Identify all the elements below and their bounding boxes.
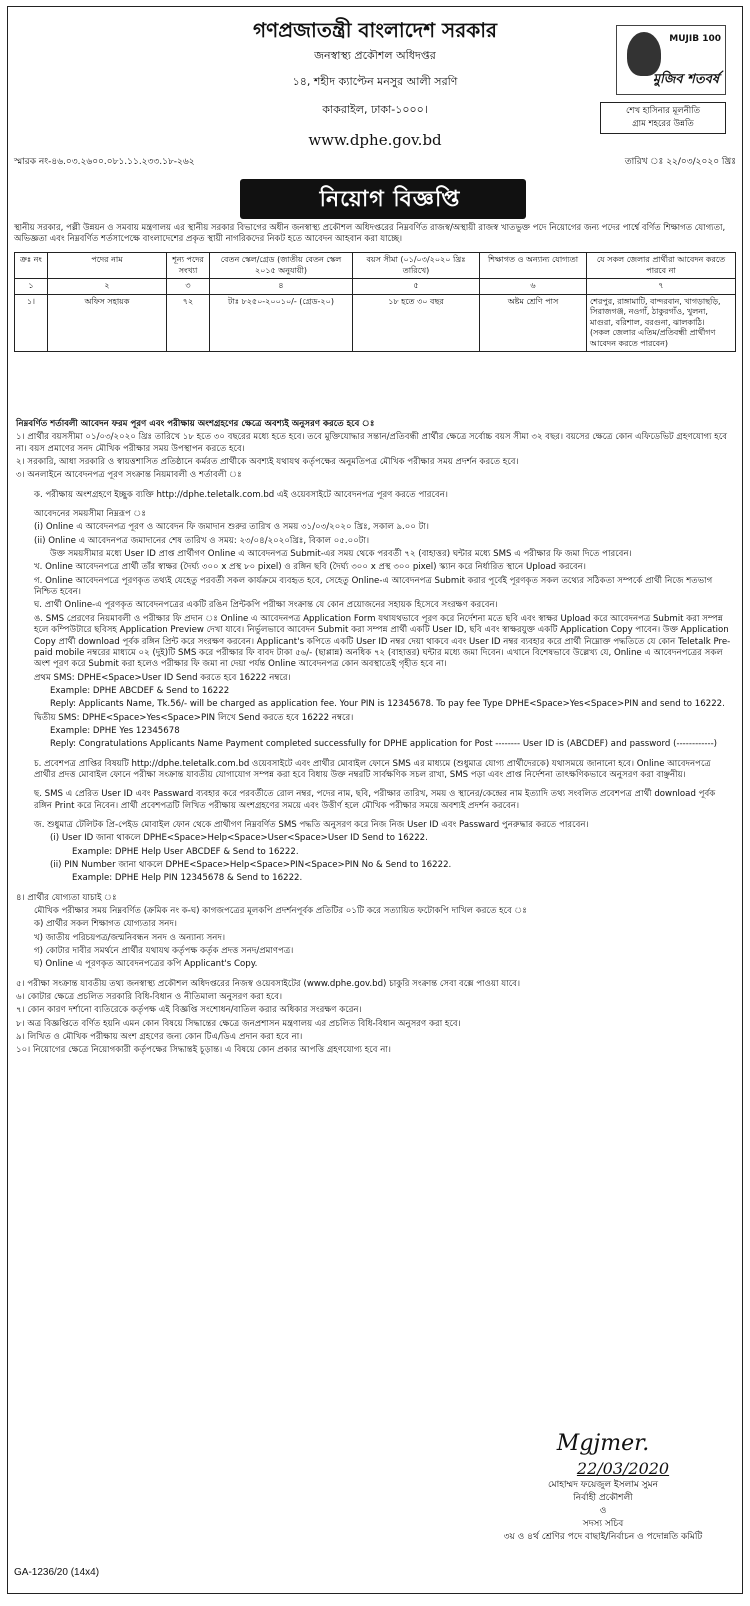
motto-line-1: শেখ হাসিনার মূলনীতি <box>625 106 701 116</box>
row-districts: শেরপুর, রাঙ্গামাটি, বান্দরবান, খাগড়াছড়ি, সিরাজগঞ্জ, নওগাঁ, ঠাকুরগাঁও, খুলনা, মাগুরা, বরিশাল, বরগুনা, ঝালকাঠি। <box>590 296 721 327</box>
document-ga: গ) কোটার দাবীর সমর্থনে প্রার্থীর যথাযথ কর্তৃপক্ষ কর্তৃক প্রদত্ত সনদ/প্রমাণপত্র। <box>34 946 294 957</box>
condition-3-chha: ছ. SMS এ প্রেরিত User ID এবং Passward ব্যবহার করে পরবর্তীতে রোল নম্বর, পদের নাম, ছবি, পরীক্ষার তারিখ, সময় ও স্থানের/কেন্দ্রের নাম ইত্যাদি তথ্য সংবলিত প্রবেশপত্র প্রার্থী download পূর্বক রঙ্গিন Print করে নিবেন। প্রার্থী প্রবেশপত্রটি লিখিত পরীক্ষায় অংশগ্রহণের সময়ে এবং উত্তীর্ণ হলে মৌখিক পরীক্ষার সময়ে অবশ্যই প্রদর্শন করবেন। <box>34 789 716 811</box>
logo-text: মুজিব শতবর্ষ <box>652 71 719 87</box>
conditions-heading: নিম্নবর্ণিত শর্তাবলী আবেদন ফরম পূরণ এবং পরীক্ষায় অংশগ্রহণের ক্ষেত্রে অবশ্যই অনুসরণ করতে হবে ঃ <box>16 419 375 429</box>
row-scale: টাঃ ৮২৫০-২০০১০/- (গ্রেড-২০) <box>210 294 353 352</box>
signature-block <box>478 1429 728 1544</box>
memo-line <box>14 157 736 169</box>
vacancy-table <box>14 252 736 352</box>
signatory-designation: নির্বাহী প্রকৌশলী <box>573 1493 633 1504</box>
signatory-committee: ৩য় ও ৪র্থ শ্রেণির পদে বাছাই/নির্বাচন ও পদোন্নতি কমিটি <box>503 1532 703 1543</box>
table-header: বয়স সীমা (০১/০৩/২০২০ খ্রিঃ তারিখে) <box>353 253 480 279</box>
table-number-row <box>15 279 736 295</box>
schedule-start: (i) Online এ আবেদনপত্র পূরণ ও আবেদন ফি জমাদান শুরুর তারিখ ও সময় ৩১/০৩/২০২০ খ্রিঃ, সকাল ৯.০০ টা। <box>34 522 429 533</box>
portrait-icon <box>627 32 661 76</box>
notice-title: নিয়োগ বিজ্ঞপ্তি <box>319 187 461 212</box>
table-cell: ৭ <box>587 279 736 295</box>
sms-1-reply: Reply: Applicants Name, Tk.56/- will be charged as application fee. Your PIN is 12345678. To pay fee Type DPHE<Space>Yes<Space>PIN and send to 16222. <box>50 699 725 710</box>
table-cell: ৩ <box>167 279 210 295</box>
document-ka: ক) প্রার্থীর সকল শিক্ষাগত যোগ্যতার সনদ। <box>34 919 177 930</box>
recovery-user-id-example: Example: DPHE Help User ABCDEF & Send to 16222. <box>72 846 299 857</box>
condition-3-gha: ঘ. প্রার্থী Online-এ পূরণকৃত আবেদনপত্রের একটি রঙিন প্রিন্টকপি পরীক্ষা সংক্রান্ত যে কোন প্রয়োজনের সহায়ক হিসেবে সংরক্ষণ করবেন। <box>34 600 498 611</box>
sms-1-example: Example: DPHE ABCDEF & Send to 16222 <box>50 685 230 696</box>
row-post: অফিস সহায়ক <box>48 294 167 352</box>
motto-box <box>600 102 726 134</box>
row-qualification: অষ্টম শ্রেণি পাস <box>480 294 587 352</box>
document-kha: খ) জাতীয় পরিচয়পত্র/জন্মনিবন্ধন সনদ ও অন্যান্য সনদ। <box>34 932 226 943</box>
condition-10: ১০। নিয়োগের ক্ষেত্রে নিয়োগকারী কর্তৃপক্ষের সিদ্ধান্তই চূড়ান্ত। এ বিষয়ে কোন প্রকার আপত্তি গ্রহণযোগ্য হবে না। <box>16 1045 391 1056</box>
motto-line-2: গ্রাম শহরের উন্নতি <box>632 118 694 129</box>
condition-1: ১। প্রার্থীর বয়সসীমা ০১/০৩/২০২০ খ্রিঃ তারিখে ১৮ হতে ৩০ বছরের মধ্যে হতে হবে। তবে মুক্তিযোদ্ধার সন্তান/প্রতিবন্ধী প্রার্থীর ক্ষেত্রে সর্বোচ্চ বয়স সীমা ৩২ বছর। বয়সের ক্ষেত্রে কোন এফিডেভিট গ্রহণযোগ্য হবে না। বয়স প্রমাণের সনদ মৌখিক পরীক্ষার সময় উপস্থাপন করতে হবে। <box>16 432 728 454</box>
schedule-heading: আবেদনের সময়সীমা নিম্নরূপ ঃ <box>34 509 146 520</box>
address-line-2: কাকরাইল, ঢাকা-১০০০। <box>322 103 428 116</box>
table-cell: ৪ <box>210 279 353 295</box>
signatory-name: মোহাম্মদ ফয়েজুল ইসলাম সুমন <box>547 1480 659 1491</box>
ad-code: GA-1236/20 (14x4) <box>14 1566 100 1578</box>
table-header: ক্রঃ নং <box>15 253 48 279</box>
table-row <box>15 294 736 352</box>
signature-scribble: Mgjmer. <box>556 1431 650 1456</box>
table-cell: ৬ <box>480 279 587 295</box>
condition-3-cha: চ. প্রবেশপত্র প্রাপ্তির বিষয়টি http://dphe.teletalk.com.bd ওয়েবসাইটে এবং প্রার্থীর মোবাইল ফোনে SMS এর মাধ্যমে (শুধুমাত্র যোগ্য প্রার্থীদেরকে) যথাসময়ে জানানো হবে। Online আবেদনপত্রে প্রার্থীর প্রদত্ত মোবাইল ফোনে পরীক্ষা সংক্রান্ত যাবতীয় যোগাযোগ সম্পন্ন করা হবে বিধায় উক্ত নম্বরটি সার্বক্ষণিক সচল রাখা, SMS পড়া এবং প্রাপ্ত নির্দেশনা তাৎক্ষণিকভাবে অনুসরণ করা বাঞ্ছনীয়। <box>34 758 711 780</box>
schedule-end: (ii) Online এ আবেদনপত্র জমাদানের শেষ তারিখ ও সময়: ২৩/০৪/২০২০খ্রিঃ, বিকাল ০৫.০০টা। <box>34 535 370 546</box>
schedule-note: উক্ত সময়সীমার মধ্যে User ID প্রাপ্ত প্রার্থীগণ Online এ আবেদনপত্র Submit-এর সময় থেকে পরবর্তী ৭২ (বাহাত্তর) ঘন্টার মধ্যে SMS এ পরীক্ষার ফি জমা দিতে পারবেন। <box>50 549 632 560</box>
memo-reference: স্মারক নং-৪৬.০৩.২৬০০.০৮১.১১.২৩৩.১৮-২৬২ <box>14 157 195 167</box>
condition-6: ৬। কোটার ক্ষেত্রে প্রচলিত সরকারি বিধি-বিধান ও নীতিমালা অনুসরণ করা হবে। <box>16 992 283 1003</box>
table-header: শূন্য পদের সংখ্যা <box>167 253 210 279</box>
table-cell: ৫ <box>353 279 480 295</box>
row-vacancy: ৭২ <box>167 294 210 352</box>
condition-4: ৪। প্রার্থীর যোগ্যতা যাচাই ঃ <box>16 892 117 903</box>
signatory-and: ও <box>599 1506 607 1517</box>
recovery-pin: (ii) PIN Number জানা থাকলে DPHE<Space>Help<Space>PIN<Space>PIN No & Send to 16222. <box>50 860 452 870</box>
recovery-pin-example: Example: DPHE Help PIN 12345678 & Send to 16222. <box>72 873 303 884</box>
condition-3-ka: ক. পরীক্ষায় অংশগ্রহণে ইচ্ছুক ব্যক্তি http://dphe.teletalk.com.bd এই ওয়েবসাইটে আবেদনপত্র পূরণ করতে পারবেন। <box>34 489 448 500</box>
sms-2-example: Example: DPHE Yes 12345678 <box>50 725 180 736</box>
condition-5: ৫। পরীক্ষা সংক্রান্ত যাবতীয় তথ্য জনস্বাস্থ্য প্রকৌশল অধিদপ্তরের নিজস্ব ওয়েবসাইটের (www.dphe.gov.bd) চাকুরি সংক্রান্ত সেবা বক্সে পাওয়া যাবে। <box>16 978 521 989</box>
row-districts-cell <box>587 294 736 352</box>
condition-9: ৯। লিখিত ও মৌখিক পরীক্ষায় অংশ গ্রহণের জন্য কোন টিএ/ডিএ প্রদান করা হবে না। <box>16 1032 303 1043</box>
table-cell: ১ <box>15 279 48 295</box>
table-header-row <box>15 253 736 279</box>
document-gha: ঘ) Online এ পূরণকৃত আবেদনপত্রের কপি Applicant's Copy. <box>34 959 258 970</box>
mujib-100-logo <box>616 25 726 95</box>
intro-paragraph: স্থানীয় সরকার, পল্লী উন্নয়ন ও সমবায় মন্ত্রণালয় এর স্থানীয় সরকার বিভাগের অধীন জনস্বাস্থ্য প্রকৌশল অধিদপ্তরের নিম্নবর্ণিত রাজস্ব/অস্থায়ী রাজস্ব খাতভুক্ত পদে নিয়োগের জন্য পদের পার্শ্বে বর্ণিত শিক্ষাগত যোগ্যতা, অভিজ্ঞতা এবং নিম্নবর্ণিত শর্তসাপেক্ষে বাংলাদেশের প্রকৃত স্থায়ী নাগরিকদের নিকট হতে আবেদন আহবান করা যাচ্ছে। <box>14 223 726 245</box>
notice-page <box>7 6 743 1594</box>
table-header: বেতন স্কেল/গ্রেড (জাতীয় বেতন স্কেল ২০১৫ অনুযায়ী) <box>210 253 353 279</box>
logo-badge: MUJIB 100 <box>669 34 721 44</box>
row-serial: ১। <box>15 294 48 352</box>
condition-3: ৩। অনলাইনে আবেদনপত্র পূরণ সংক্রান্ত নিয়মাবলী ও শর্তাবলী ঃ <box>16 470 242 481</box>
notice-title-banner <box>240 179 526 219</box>
condition-3-kha: খ. Online আবেদনপত্রে প্রার্থী তাঁর স্বাক্ষর (দৈর্ঘ্য ৩০০ x প্রস্থ ৮০ pixel) ও রঙ্গিন ছবি (দৈর্ঘ্য ৩০০ x প্রস্থ ৩০০ pixel) স্ক্যান করে নির্ধারিত স্থানে Upload করবেন। <box>34 562 586 573</box>
conditions-section <box>16 419 734 1059</box>
condition-3-uma: ঙ. SMS প্রেরণের নিয়মাবলী ও পরীক্ষার ফি প্রদান ঃ Online এ আবেদনপত্র Application Form যথাযথভাবে পূরণ করে নির্দেশনা মতে ছবি এবং স্বাক্ষর Upload করে আবেদনপত্র Submit করা সম্পন্ন হলে কম্পিউটারে ছবিসহ Application Preview দেখা যাবে। নির্ভুলভাবে আবেদন Submit করা সম্পন্ন প্রার্থী একটি User ID, ছবি এবং স্বাক্ষরযুক্ত একটি Application Copy পাবেন। উক্ত Application Copy প্রার্থী download পূর্বক রঙ্গিন প্রিন্ট করে সংরক্ষণ করবেন। Applicant's কপিতে একটি User ID নম্বর দেয়া থাকবে এবং User ID নম্বর ব্যবহার করে প্রার্থী নিম্নোক্ত পদ্ধতিতে যে কোন Teletalk Pre-paid mobile নম্বরের মাধ্যমে ০২ (দুই)টি SMS করে পরীক্ষার ফি বাবদ টাকা ৫৬/- (ছাপ্পান্ন) অনধিক ৭২ (বাহাত্তর) ঘন্টার মধ্যে জমা দিবেন। এখানে বিশেষভাবে উল্লেখ্য যে, Online এ আবেদনপত্রের সকল অংশ পূরণ করে Submit করা হলেও পরীক্ষার ফি জমা না দেয়া পর্যন্ত Online আবেদনপত্র কোন অবস্থাতেই গৃহীত হবে না। <box>34 613 731 670</box>
condition-3-ja: জ. শুধুমাত্র টেলিটক প্রি-পেইড মোবাইল ফোন থেকে প্রার্থীগণ নিম্নবর্ণিত SMS পদ্ধতি অনুসরণ করে নিজ নিজ User ID এবং Passward পুনরুদ্ধার করতে পারবেন। <box>34 819 589 830</box>
condition-4-text: মৌখিক পরীক্ষার সময় নিম্নবর্ণিত (ক্রমিক নং ক-ঘ) কাগজপত্রের মূলকপি প্রদর্শনপূর্বক প্রতিটির ০১টি করে সত্যায়িত ফটোকপি দাখিল করতে হবে ঃ <box>34 906 527 917</box>
table-header: যে সকল জেলার প্রার্থীরা আবেদন করতে পারবে না <box>587 253 736 279</box>
sms-2: দ্বিতীয় SMS: DPHE<Space>Yes<Space>PIN লিখে Send করতে হবে 16222 নম্বরে। <box>34 712 354 723</box>
address-line-1: ১৪, শহীদ ক্যাপ্টেন মনসুর আলী সরণি <box>292 75 458 88</box>
government-title: গণপ্রজাতন্ত্রী বাংলাদেশ সরকার <box>253 18 497 42</box>
department-name: জনস্বাস্থ্য প্রকৌশল অধিদপ্তর <box>314 49 436 62</box>
header <box>8 7 742 155</box>
row-age: ১৮ হতে ৩০ বছর <box>353 294 480 352</box>
condition-3-ga: গ. Online আবেদনপত্রে পূরণকৃত তথ্যই যেহেতু পরবর্তী সকল কার্যক্রমে ব্যবহৃত হবে, সেহেতু Online-এ আবেদনপত্র Submit করার পূর্বেই পূরণকৃত সকল তথ্যের সঠিকতা সম্পর্কে প্রার্থী নিজে শতভাগ নিশ্চিত হবেন। <box>34 575 713 598</box>
sms-1: প্রথম SMS: DPHE<Space>User ID Send করতে হবে 16222 নম্বরে। <box>34 672 291 683</box>
sms-2-reply: Reply: Congratulations Applicants Name Payment completed successfully for DPHE application for Post -------- User ID is (ABCDEF) and password (------------) <box>50 739 718 750</box>
signature-date: 22/03/2020 <box>576 1459 670 1479</box>
condition-8: ৮। অত্র বিজ্ঞপ্তিতে বর্ণিত হয়নি এমন কোন বিষয়ে সিদ্ধান্তের ক্ষেত্রে জনপ্রশাসন মন্ত্রণালয় এর প্রচলিত বিধি-বিধান অনুসরণ করা হবে। <box>16 1018 461 1029</box>
signatory-role: সদস্য সচিব <box>582 1519 624 1530</box>
row-districts-note: (সকল জেলার এতিম/প্রতিবন্ধী প্রার্থীগণ আবেদন করতে পারবেন) <box>590 328 716 348</box>
table-cell: ২ <box>48 279 167 295</box>
condition-2: ২। সরকারি, আধা সরকারি ও স্বায়ত্তশাসিত প্রতিষ্ঠানে কর্মরত প্রার্থীকে অবশ্যই যথাযথ কর্তৃপক্ষের অনুমতিপত্র মৌখিক পরীক্ষার সময় প্রদর্শন করতে হবে। <box>16 457 519 468</box>
condition-7: ৭। কোন কারণ দর্শানো ব্যতিরেকে কর্তৃপক্ষ এই বিজ্ঞপ্তি সংশোধন/বাতিল করার অধিকার সংরক্ষণ করেন। <box>16 1005 362 1016</box>
website-link[interactable]: www.dphe.gov.bd <box>308 131 442 149</box>
table-header: পদের নাম <box>48 253 167 279</box>
recovery-user-id: (i) User ID জানা থাকলে DPHE<Space>Help<Space>User<Space>User ID Send to 16222. <box>50 833 428 844</box>
table-header: শিক্ষাগত ও অন্যান্য যোগ্যতা <box>480 253 587 279</box>
memo-date: তারিখ ঃ ২২/০৩/২০২০ খ্রিঃ <box>624 157 736 167</box>
